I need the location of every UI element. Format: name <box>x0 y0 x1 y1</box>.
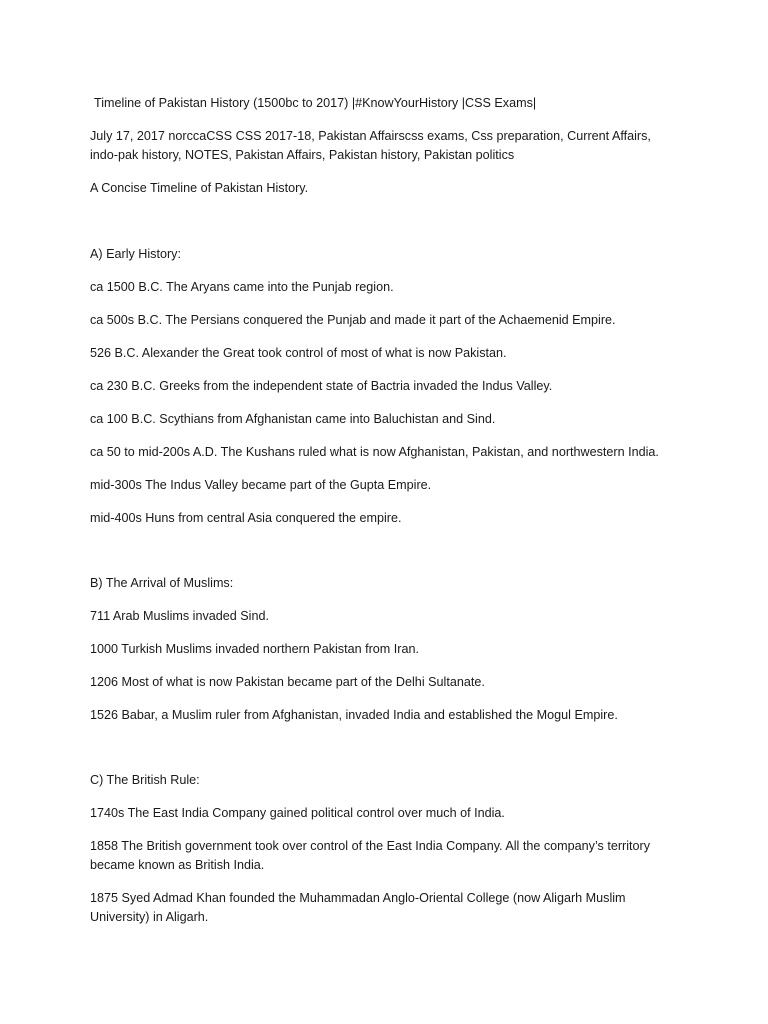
document-title: Timeline of Pakistan History (1500bc to 2017) |#KnowYourHistory |CSS Exams| <box>94 96 537 110</box>
timeline-entry: 1526 Babar, a Muslim ruler from Afghanistan, invaded India and established the Mogul Empire. <box>90 708 618 722</box>
timeline-entry: 1206 Most of what is now Pakistan became part of the Delhi Sultanate. <box>90 675 485 689</box>
timeline-entry: 1875 Syed Admad Khan founded the Muhammadan Anglo-Oriental College (now Aligarh Muslim University) in Aligarh. <box>90 891 626 924</box>
timeline-entry: ca 230 B.C. Greeks from the independent state of Bactria invaded the Indus Valley. <box>90 379 553 393</box>
timeline-entry: 1858 The British government took over control of the East India Company. All the company’s territory became known as British India. <box>90 839 651 872</box>
timeline-entry: mid-400s Huns from central Asia conquered the empire. <box>90 511 402 525</box>
timeline-entry: 1740s The East India Company gained political control over much of India. <box>90 806 505 820</box>
timeline-entry: ca 500s B.C. The Persians conquered the Punjab and made it part of the Achaemenid Empire. <box>90 313 616 327</box>
timeline-entry: ca 50 to mid-200s A.D. The Kushans ruled what is now Afghanistan, Pakistan, and northwestern India. <box>90 445 659 459</box>
timeline-entry: 1000 Turkish Muslims invaded northern Pakistan from Iran. <box>90 642 419 656</box>
section-heading: C) The British Rule: <box>90 773 200 787</box>
timeline-entry: 526 B.C. Alexander the Great took control of most of what is now Pakistan. <box>90 346 507 360</box>
document-meta: July 17, 2017 norccaCSS CSS 2017-18, Pakistan Affairscss exams, Css preparation, Current Affairs, indo-pak history, NOTES, Pakistan Affairs, Pakistan history, Pakistan politics <box>90 129 651 162</box>
timeline-entry: mid-300s The Indus Valley became part of the Gupta Empire. <box>90 478 432 492</box>
timeline-entry: ca 100 B.C. Scythians from Afghanistan came into Baluchistan and Sind. <box>90 412 496 426</box>
section-heading: A) Early History: <box>90 247 181 261</box>
section-heading: B) The Arrival of Muslims: <box>90 576 234 590</box>
timeline-entry: ca 1500 B.C. The Aryans came into the Punjab region. <box>90 280 394 294</box>
document-intro: A Concise Timeline of Pakistan History. <box>90 181 309 195</box>
timeline-entry: 711 Arab Muslims invaded Sind. <box>90 609 269 623</box>
